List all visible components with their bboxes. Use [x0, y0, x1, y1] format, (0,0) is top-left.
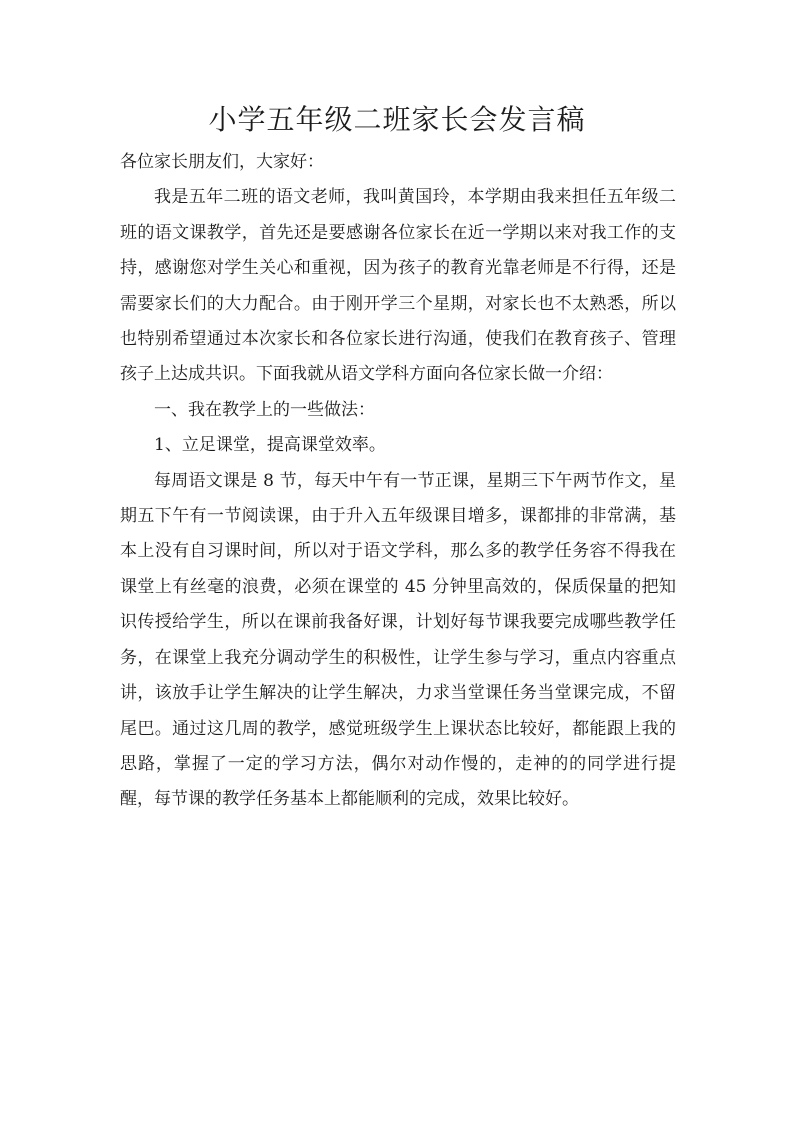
teaching-paragraph: 每周语文课是 8 节，每天中午有一节正课，星期三下午两节作文，星期五下午有一节阅读课，由于升入五年级课目增多，课都排的非常满，基本上没有自习课时间，所以对于语文学科，那么多的教学任务容不得我在课堂上有丝毫的浪费，必须在课堂的 45 分钟里高效的，保质保量的把知识传授给学生，所以在课前我备好课，计划好每节课我要完成哪些教学任务，在课堂上我充分调动学生的积极性，让学生参与学习，重点内容重点讲，该放手让学生解决的让学生解决，力求当堂课任务当堂课完成，不留尾巴。通过这几周的教学，感觉班级学生上课状态比较好，都能跟上我的思路，掌握了一定的学习方法，偶尔对动作慢的，走神的的同学进行提醒，每节课的教学任务基本上都能顺利的完成，效果比较好。 [120, 470, 676, 810]
subsection-heading: 1、立足课堂，提高课堂效率。 [154, 435, 386, 456]
salutation: 各位家长朋友们，大家好： [120, 152, 324, 172]
document-body [120, 145, 676, 818]
section-heading: 一、我在教学上的一些做法： [154, 399, 375, 420]
intro-paragraph: 我是五年二班的语文老师，我叫黄国玲，本学期由我来担任五年级二班的语文课教学，首先还是要感谢各位家长在近一学期以来对我工作的支持，感谢您对学生关心和重视，因为孩子的教育光靠老师是不行得，还是需要家长们的大力配合。由于刚开学三个星期，对家长也不太熟悉，所以也特别希望通过本次家长和各位家长进行沟通，使我们在教育孩子、管理孩子上达成共识。下面我就从语文学科方面向各位家长做一介绍： [120, 187, 676, 385]
document-title: 小学五年级二班家长会发言稿 [208, 103, 586, 136]
